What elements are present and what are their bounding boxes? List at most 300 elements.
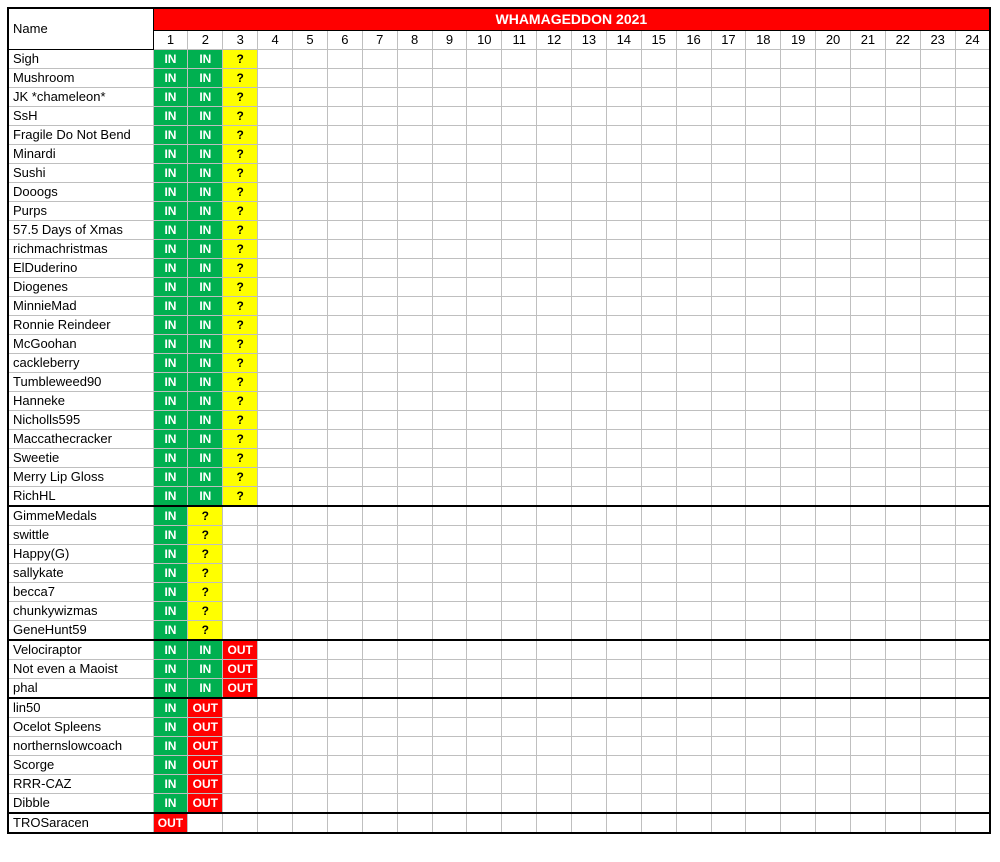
status-in-cell[interactable]: IN bbox=[188, 126, 223, 145]
empty-day-cell[interactable] bbox=[781, 506, 816, 526]
empty-day-cell[interactable] bbox=[502, 107, 537, 126]
empty-day-cell[interactable] bbox=[432, 468, 467, 487]
empty-day-cell[interactable] bbox=[676, 468, 711, 487]
empty-day-cell[interactable] bbox=[293, 718, 328, 737]
empty-day-cell[interactable] bbox=[746, 526, 781, 545]
empty-day-cell[interactable] bbox=[258, 487, 293, 507]
empty-day-cell[interactable] bbox=[467, 813, 502, 833]
empty-day-cell[interactable] bbox=[851, 679, 886, 699]
empty-day-cell[interactable] bbox=[606, 545, 641, 564]
empty-day-cell[interactable] bbox=[641, 737, 676, 756]
empty-day-cell[interactable] bbox=[955, 640, 990, 660]
empty-day-cell[interactable] bbox=[746, 297, 781, 316]
empty-day-cell[interactable] bbox=[258, 411, 293, 430]
empty-day-cell[interactable] bbox=[432, 335, 467, 354]
empty-day-cell[interactable] bbox=[746, 411, 781, 430]
empty-day-cell[interactable] bbox=[293, 259, 328, 278]
empty-day-cell[interactable] bbox=[327, 430, 362, 449]
status-in-cell[interactable]: IN bbox=[153, 183, 188, 202]
status-in-cell[interactable]: IN bbox=[188, 183, 223, 202]
empty-day-cell[interactable] bbox=[572, 621, 607, 641]
empty-day-cell[interactable] bbox=[258, 221, 293, 240]
empty-day-cell[interactable] bbox=[293, 297, 328, 316]
empty-day-cell[interactable] bbox=[572, 430, 607, 449]
empty-day-cell[interactable] bbox=[816, 335, 851, 354]
empty-day-cell[interactable] bbox=[746, 145, 781, 164]
empty-day-cell[interactable] bbox=[955, 449, 990, 468]
empty-day-cell[interactable] bbox=[258, 698, 293, 718]
empty-day-cell[interactable] bbox=[223, 813, 258, 833]
empty-day-cell[interactable] bbox=[362, 297, 397, 316]
empty-day-cell[interactable] bbox=[432, 487, 467, 507]
empty-day-cell[interactable] bbox=[816, 545, 851, 564]
empty-day-cell[interactable] bbox=[397, 545, 432, 564]
empty-day-cell[interactable] bbox=[851, 756, 886, 775]
empty-day-cell[interactable] bbox=[641, 88, 676, 107]
empty-day-cell[interactable] bbox=[502, 221, 537, 240]
empty-day-cell[interactable] bbox=[258, 297, 293, 316]
empty-day-cell[interactable] bbox=[781, 50, 816, 69]
empty-day-cell[interactable] bbox=[327, 775, 362, 794]
empty-day-cell[interactable] bbox=[397, 297, 432, 316]
empty-day-cell[interactable] bbox=[327, 602, 362, 621]
empty-day-cell[interactable] bbox=[502, 430, 537, 449]
empty-day-cell[interactable] bbox=[397, 392, 432, 411]
empty-day-cell[interactable] bbox=[885, 583, 920, 602]
empty-day-cell[interactable] bbox=[572, 564, 607, 583]
status-in-cell[interactable]: IN bbox=[153, 564, 188, 583]
empty-day-cell[interactable] bbox=[397, 316, 432, 335]
empty-day-cell[interactable] bbox=[467, 297, 502, 316]
empty-day-cell[interactable] bbox=[955, 564, 990, 583]
empty-day-cell[interactable] bbox=[676, 583, 711, 602]
empty-day-cell[interactable] bbox=[885, 449, 920, 468]
status-unknown-cell[interactable]: ? bbox=[223, 411, 258, 430]
day-header-2[interactable]: 2 bbox=[188, 31, 223, 50]
empty-day-cell[interactable] bbox=[327, 392, 362, 411]
empty-day-cell[interactable] bbox=[746, 126, 781, 145]
empty-day-cell[interactable] bbox=[432, 259, 467, 278]
empty-day-cell[interactable] bbox=[641, 278, 676, 297]
empty-day-cell[interactable] bbox=[258, 756, 293, 775]
participant-name[interactable]: Ronnie Reindeer bbox=[8, 316, 153, 335]
empty-day-cell[interactable] bbox=[746, 698, 781, 718]
empty-day-cell[interactable] bbox=[885, 756, 920, 775]
empty-day-cell[interactable] bbox=[362, 775, 397, 794]
empty-day-cell[interactable] bbox=[293, 660, 328, 679]
empty-day-cell[interactable] bbox=[293, 794, 328, 814]
status-in-cell[interactable]: IN bbox=[153, 679, 188, 699]
empty-day-cell[interactable] bbox=[362, 88, 397, 107]
empty-day-cell[interactable] bbox=[293, 335, 328, 354]
empty-day-cell[interactable] bbox=[746, 278, 781, 297]
status-in-cell[interactable]: IN bbox=[188, 487, 223, 507]
empty-day-cell[interactable] bbox=[327, 373, 362, 392]
empty-day-cell[interactable] bbox=[746, 640, 781, 660]
empty-day-cell[interactable] bbox=[467, 621, 502, 641]
empty-day-cell[interactable] bbox=[362, 392, 397, 411]
empty-day-cell[interactable] bbox=[885, 813, 920, 833]
empty-day-cell[interactable] bbox=[641, 240, 676, 259]
empty-day-cell[interactable] bbox=[920, 621, 955, 641]
empty-day-cell[interactable] bbox=[432, 564, 467, 583]
empty-day-cell[interactable] bbox=[572, 660, 607, 679]
empty-day-cell[interactable] bbox=[711, 126, 746, 145]
empty-day-cell[interactable] bbox=[885, 545, 920, 564]
empty-day-cell[interactable] bbox=[746, 737, 781, 756]
empty-day-cell[interactable] bbox=[258, 240, 293, 259]
empty-day-cell[interactable] bbox=[327, 183, 362, 202]
empty-day-cell[interactable] bbox=[920, 297, 955, 316]
empty-day-cell[interactable] bbox=[537, 775, 572, 794]
empty-day-cell[interactable] bbox=[781, 640, 816, 660]
empty-day-cell[interactable] bbox=[432, 88, 467, 107]
empty-day-cell[interactable] bbox=[397, 202, 432, 221]
empty-day-cell[interactable] bbox=[606, 813, 641, 833]
day-header-24[interactable]: 24 bbox=[955, 31, 990, 50]
empty-day-cell[interactable] bbox=[293, 69, 328, 88]
empty-day-cell[interactable] bbox=[955, 660, 990, 679]
participant-name[interactable]: MinnieMad bbox=[8, 297, 153, 316]
empty-day-cell[interactable] bbox=[467, 240, 502, 259]
empty-day-cell[interactable] bbox=[816, 221, 851, 240]
empty-day-cell[interactable] bbox=[362, 411, 397, 430]
empty-day-cell[interactable] bbox=[432, 698, 467, 718]
empty-day-cell[interactable] bbox=[223, 737, 258, 756]
empty-day-cell[interactable] bbox=[327, 335, 362, 354]
empty-day-cell[interactable] bbox=[467, 660, 502, 679]
empty-day-cell[interactable] bbox=[467, 718, 502, 737]
empty-day-cell[interactable] bbox=[362, 259, 397, 278]
empty-day-cell[interactable] bbox=[920, 583, 955, 602]
empty-day-cell[interactable] bbox=[223, 698, 258, 718]
status-in-cell[interactable]: IN bbox=[153, 794, 188, 814]
empty-day-cell[interactable] bbox=[327, 88, 362, 107]
empty-day-cell[interactable] bbox=[885, 202, 920, 221]
empty-day-cell[interactable] bbox=[293, 221, 328, 240]
participant-name[interactable]: Fragile Do Not Bend bbox=[8, 126, 153, 145]
empty-day-cell[interactable] bbox=[885, 392, 920, 411]
empty-day-cell[interactable] bbox=[920, 468, 955, 487]
empty-day-cell[interactable] bbox=[851, 183, 886, 202]
empty-day-cell[interactable] bbox=[397, 583, 432, 602]
empty-day-cell[interactable] bbox=[676, 813, 711, 833]
empty-day-cell[interactable] bbox=[327, 564, 362, 583]
empty-day-cell[interactable] bbox=[816, 640, 851, 660]
empty-day-cell[interactable] bbox=[851, 50, 886, 69]
empty-day-cell[interactable] bbox=[641, 679, 676, 699]
empty-day-cell[interactable] bbox=[920, 335, 955, 354]
empty-day-cell[interactable] bbox=[327, 660, 362, 679]
status-in-cell[interactable]: IN bbox=[153, 107, 188, 126]
day-header-4[interactable]: 4 bbox=[258, 31, 293, 50]
empty-day-cell[interactable] bbox=[397, 775, 432, 794]
empty-day-cell[interactable] bbox=[746, 373, 781, 392]
empty-day-cell[interactable] bbox=[432, 202, 467, 221]
participant-name[interactable]: Purps bbox=[8, 202, 153, 221]
empty-day-cell[interactable] bbox=[781, 679, 816, 699]
empty-day-cell[interactable] bbox=[746, 487, 781, 507]
empty-day-cell[interactable] bbox=[955, 679, 990, 699]
empty-day-cell[interactable] bbox=[816, 164, 851, 183]
empty-day-cell[interactable] bbox=[397, 737, 432, 756]
empty-day-cell[interactable] bbox=[432, 506, 467, 526]
status-unknown-cell[interactable]: ? bbox=[223, 88, 258, 107]
empty-day-cell[interactable] bbox=[432, 164, 467, 183]
empty-day-cell[interactable] bbox=[955, 259, 990, 278]
empty-day-cell[interactable] bbox=[781, 526, 816, 545]
empty-day-cell[interactable] bbox=[502, 297, 537, 316]
empty-day-cell[interactable] bbox=[502, 259, 537, 278]
participant-name[interactable]: Velociraptor bbox=[8, 640, 153, 660]
empty-day-cell[interactable] bbox=[327, 354, 362, 373]
empty-day-cell[interactable] bbox=[711, 164, 746, 183]
empty-day-cell[interactable] bbox=[781, 621, 816, 641]
empty-day-cell[interactable] bbox=[641, 564, 676, 583]
day-header-13[interactable]: 13 bbox=[572, 31, 607, 50]
participant-name[interactable]: RichHL bbox=[8, 487, 153, 507]
empty-day-cell[interactable] bbox=[781, 449, 816, 468]
empty-day-cell[interactable] bbox=[885, 164, 920, 183]
empty-day-cell[interactable] bbox=[502, 718, 537, 737]
empty-day-cell[interactable] bbox=[781, 756, 816, 775]
empty-day-cell[interactable] bbox=[606, 449, 641, 468]
empty-day-cell[interactable] bbox=[955, 88, 990, 107]
empty-day-cell[interactable] bbox=[293, 392, 328, 411]
status-in-cell[interactable]: IN bbox=[188, 392, 223, 411]
empty-day-cell[interactable] bbox=[572, 468, 607, 487]
empty-day-cell[interactable] bbox=[816, 602, 851, 621]
empty-day-cell[interactable] bbox=[432, 756, 467, 775]
empty-day-cell[interactable] bbox=[502, 602, 537, 621]
empty-day-cell[interactable] bbox=[711, 316, 746, 335]
empty-day-cell[interactable] bbox=[781, 775, 816, 794]
empty-day-cell[interactable] bbox=[711, 259, 746, 278]
empty-day-cell[interactable] bbox=[223, 602, 258, 621]
empty-day-cell[interactable] bbox=[223, 545, 258, 564]
empty-day-cell[interactable] bbox=[851, 411, 886, 430]
empty-day-cell[interactable] bbox=[641, 297, 676, 316]
empty-day-cell[interactable] bbox=[502, 411, 537, 430]
empty-day-cell[interactable] bbox=[362, 240, 397, 259]
empty-day-cell[interactable] bbox=[572, 756, 607, 775]
empty-day-cell[interactable] bbox=[293, 107, 328, 126]
empty-day-cell[interactable] bbox=[746, 221, 781, 240]
empty-day-cell[interactable] bbox=[781, 660, 816, 679]
empty-day-cell[interactable] bbox=[885, 564, 920, 583]
empty-day-cell[interactable] bbox=[676, 221, 711, 240]
empty-day-cell[interactable] bbox=[816, 145, 851, 164]
empty-day-cell[interactable] bbox=[885, 468, 920, 487]
empty-day-cell[interactable] bbox=[572, 449, 607, 468]
status-unknown-cell[interactable]: ? bbox=[223, 50, 258, 69]
empty-day-cell[interactable] bbox=[711, 278, 746, 297]
empty-day-cell[interactable] bbox=[467, 126, 502, 145]
status-in-cell[interactable]: IN bbox=[188, 259, 223, 278]
empty-day-cell[interactable] bbox=[711, 202, 746, 221]
empty-day-cell[interactable] bbox=[258, 602, 293, 621]
empty-day-cell[interactable] bbox=[293, 545, 328, 564]
empty-day-cell[interactable] bbox=[816, 468, 851, 487]
empty-day-cell[interactable] bbox=[816, 69, 851, 88]
empty-day-cell[interactable] bbox=[711, 107, 746, 126]
empty-day-cell[interactable] bbox=[467, 202, 502, 221]
empty-day-cell[interactable] bbox=[467, 107, 502, 126]
status-in-cell[interactable]: IN bbox=[153, 202, 188, 221]
status-in-cell[interactable]: IN bbox=[153, 602, 188, 621]
empty-day-cell[interactable] bbox=[851, 126, 886, 145]
empty-day-cell[interactable] bbox=[885, 621, 920, 641]
empty-day-cell[interactable] bbox=[676, 564, 711, 583]
empty-day-cell[interactable] bbox=[676, 640, 711, 660]
status-in-cell[interactable]: IN bbox=[153, 718, 188, 737]
empty-day-cell[interactable] bbox=[955, 794, 990, 814]
day-header-19[interactable]: 19 bbox=[781, 31, 816, 50]
empty-day-cell[interactable] bbox=[676, 164, 711, 183]
empty-day-cell[interactable] bbox=[781, 487, 816, 507]
empty-day-cell[interactable] bbox=[362, 468, 397, 487]
status-in-cell[interactable]: IN bbox=[188, 316, 223, 335]
empty-day-cell[interactable] bbox=[816, 126, 851, 145]
empty-day-cell[interactable] bbox=[676, 756, 711, 775]
empty-day-cell[interactable] bbox=[885, 718, 920, 737]
empty-day-cell[interactable] bbox=[467, 88, 502, 107]
empty-day-cell[interactable] bbox=[920, 487, 955, 507]
empty-day-cell[interactable] bbox=[327, 240, 362, 259]
empty-day-cell[interactable] bbox=[467, 756, 502, 775]
empty-day-cell[interactable] bbox=[467, 583, 502, 602]
empty-day-cell[interactable] bbox=[258, 449, 293, 468]
empty-day-cell[interactable] bbox=[502, 468, 537, 487]
participant-name[interactable]: RRR-CAZ bbox=[8, 775, 153, 794]
empty-day-cell[interactable] bbox=[572, 737, 607, 756]
empty-day-cell[interactable] bbox=[676, 679, 711, 699]
empty-day-cell[interactable] bbox=[362, 145, 397, 164]
day-header-9[interactable]: 9 bbox=[432, 31, 467, 50]
empty-day-cell[interactable] bbox=[885, 602, 920, 621]
empty-day-cell[interactable] bbox=[258, 202, 293, 221]
empty-day-cell[interactable] bbox=[781, 411, 816, 430]
empty-day-cell[interactable] bbox=[781, 335, 816, 354]
status-in-cell[interactable]: IN bbox=[153, 449, 188, 468]
status-in-cell[interactable]: IN bbox=[188, 50, 223, 69]
participant-name[interactable]: swittle bbox=[8, 526, 153, 545]
empty-day-cell[interactable] bbox=[851, 775, 886, 794]
empty-day-cell[interactable] bbox=[920, 259, 955, 278]
empty-day-cell[interactable] bbox=[746, 183, 781, 202]
empty-day-cell[interactable] bbox=[885, 430, 920, 449]
empty-day-cell[interactable] bbox=[676, 718, 711, 737]
empty-day-cell[interactable] bbox=[676, 278, 711, 297]
empty-day-cell[interactable] bbox=[711, 335, 746, 354]
empty-day-cell[interactable] bbox=[816, 202, 851, 221]
empty-day-cell[interactable] bbox=[711, 430, 746, 449]
empty-day-cell[interactable] bbox=[258, 259, 293, 278]
empty-day-cell[interactable] bbox=[293, 737, 328, 756]
empty-day-cell[interactable] bbox=[467, 487, 502, 507]
status-unknown-cell[interactable]: ? bbox=[223, 107, 258, 126]
participant-name[interactable]: Dibble bbox=[8, 794, 153, 814]
empty-day-cell[interactable] bbox=[362, 221, 397, 240]
status-in-cell[interactable]: IN bbox=[188, 449, 223, 468]
empty-day-cell[interactable] bbox=[851, 660, 886, 679]
empty-day-cell[interactable] bbox=[258, 660, 293, 679]
empty-day-cell[interactable] bbox=[920, 69, 955, 88]
empty-day-cell[interactable] bbox=[920, 718, 955, 737]
empty-day-cell[interactable] bbox=[397, 679, 432, 699]
empty-day-cell[interactable] bbox=[781, 164, 816, 183]
empty-day-cell[interactable] bbox=[223, 564, 258, 583]
participant-name[interactable]: JK *chameleon* bbox=[8, 88, 153, 107]
empty-day-cell[interactable] bbox=[816, 487, 851, 507]
status-in-cell[interactable]: IN bbox=[153, 621, 188, 641]
empty-day-cell[interactable] bbox=[955, 506, 990, 526]
empty-day-cell[interactable] bbox=[676, 411, 711, 430]
empty-day-cell[interactable] bbox=[502, 335, 537, 354]
status-unknown-cell[interactable]: ? bbox=[188, 583, 223, 602]
empty-day-cell[interactable] bbox=[955, 297, 990, 316]
empty-day-cell[interactable] bbox=[885, 335, 920, 354]
empty-day-cell[interactable] bbox=[572, 698, 607, 718]
empty-day-cell[interactable] bbox=[223, 718, 258, 737]
empty-day-cell[interactable] bbox=[781, 354, 816, 373]
status-out-cell[interactable]: OUT bbox=[188, 718, 223, 737]
empty-day-cell[interactable] bbox=[258, 737, 293, 756]
empty-day-cell[interactable] bbox=[467, 449, 502, 468]
empty-day-cell[interactable] bbox=[432, 545, 467, 564]
empty-day-cell[interactable] bbox=[293, 583, 328, 602]
empty-day-cell[interactable] bbox=[746, 259, 781, 278]
empty-day-cell[interactable] bbox=[851, 737, 886, 756]
empty-day-cell[interactable] bbox=[258, 718, 293, 737]
empty-day-cell[interactable] bbox=[327, 69, 362, 88]
empty-day-cell[interactable] bbox=[432, 240, 467, 259]
empty-day-cell[interactable] bbox=[432, 775, 467, 794]
empty-day-cell[interactable] bbox=[711, 621, 746, 641]
empty-day-cell[interactable] bbox=[606, 487, 641, 507]
empty-day-cell[interactable] bbox=[432, 107, 467, 126]
empty-day-cell[interactable] bbox=[432, 449, 467, 468]
empty-day-cell[interactable] bbox=[920, 240, 955, 259]
status-unknown-cell[interactable]: ? bbox=[223, 145, 258, 164]
empty-day-cell[interactable] bbox=[711, 411, 746, 430]
empty-day-cell[interactable] bbox=[641, 640, 676, 660]
status-in-cell[interactable]: IN bbox=[188, 202, 223, 221]
empty-day-cell[interactable] bbox=[502, 564, 537, 583]
participant-name[interactable]: SsH bbox=[8, 107, 153, 126]
status-out-cell[interactable]: OUT bbox=[188, 794, 223, 814]
empty-day-cell[interactable] bbox=[885, 69, 920, 88]
empty-day-cell[interactable] bbox=[711, 449, 746, 468]
empty-day-cell[interactable] bbox=[537, 506, 572, 526]
empty-day-cell[interactable] bbox=[432, 297, 467, 316]
empty-day-cell[interactable] bbox=[362, 660, 397, 679]
empty-day-cell[interactable] bbox=[711, 583, 746, 602]
empty-day-cell[interactable] bbox=[397, 756, 432, 775]
participant-name[interactable]: Happy(G) bbox=[8, 545, 153, 564]
empty-day-cell[interactable] bbox=[920, 640, 955, 660]
participant-name[interactable]: chunkywizmas bbox=[8, 602, 153, 621]
empty-day-cell[interactable] bbox=[362, 526, 397, 545]
empty-day-cell[interactable] bbox=[502, 487, 537, 507]
empty-day-cell[interactable] bbox=[851, 202, 886, 221]
status-in-cell[interactable]: IN bbox=[153, 698, 188, 718]
empty-day-cell[interactable] bbox=[537, 240, 572, 259]
empty-day-cell[interactable] bbox=[258, 775, 293, 794]
empty-day-cell[interactable] bbox=[746, 50, 781, 69]
empty-day-cell[interactable] bbox=[537, 756, 572, 775]
empty-day-cell[interactable] bbox=[676, 794, 711, 814]
